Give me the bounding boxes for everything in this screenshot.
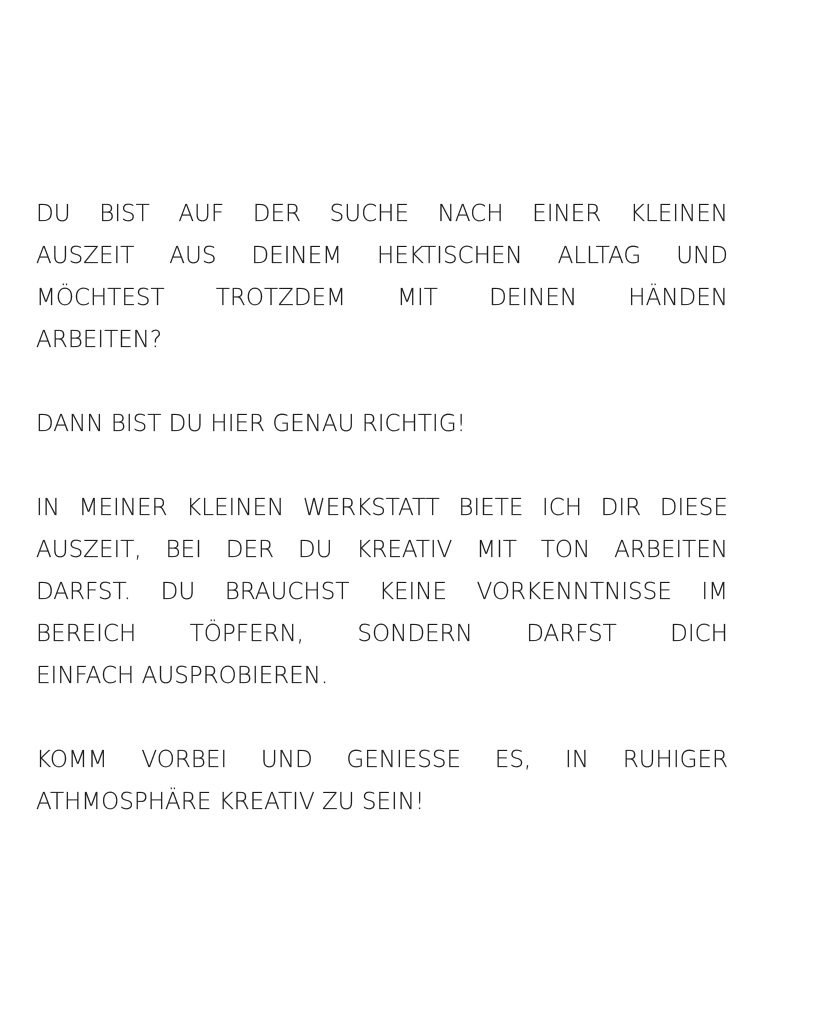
paragraph-4 (36, 739, 728, 823)
text-line (36, 571, 728, 613)
word: AUS (169, 243, 217, 269)
word: DARFST (526, 621, 617, 647)
body-text (36, 193, 728, 823)
word: EINER (532, 201, 602, 227)
paragraph-2 (36, 403, 728, 445)
word: SUCHE (329, 201, 409, 227)
text-line: EINFACH AUSPROBIEREN. (36, 663, 329, 689)
word: BEREICH (36, 621, 137, 647)
word: SONDERN (357, 621, 473, 647)
paragraph-3 (36, 487, 728, 697)
word: DIR (600, 495, 642, 521)
word: GENIESSE (346, 747, 462, 773)
word: DER (252, 201, 302, 227)
word: KLEINEN (629, 201, 728, 227)
word: DU (297, 537, 333, 563)
word: MEINER (78, 495, 168, 521)
word: DU (36, 201, 71, 227)
word: KOMM (36, 747, 108, 773)
word: UND (676, 243, 728, 269)
word: KREATIV (356, 537, 453, 563)
word: TROTZDEM (215, 285, 346, 311)
word: BIETE (458, 495, 524, 521)
paragraph-1 (36, 193, 728, 361)
paragraph-spacer (36, 445, 728, 487)
word: BEI (165, 537, 202, 563)
text-line: ATHMOSPHÄRE KREATIV ZU SEIN! (36, 789, 425, 815)
word: KLEINEN (186, 495, 285, 521)
word: AUSZEIT, (36, 537, 142, 563)
word: TON (540, 537, 591, 563)
text-line: ARBEITEN? (36, 327, 163, 353)
word: ARBEITEN (614, 537, 728, 563)
text-line (36, 277, 728, 319)
word: NACH (437, 201, 504, 227)
word: VORBEI (141, 747, 228, 773)
text-line (36, 613, 728, 655)
text-line (36, 193, 728, 235)
word: UND (260, 747, 313, 773)
word: WERKSTATT (302, 495, 440, 521)
word: IM (701, 579, 728, 605)
word: KEINE (378, 579, 448, 605)
word: DIESE (659, 495, 728, 521)
word: DARFST. (36, 579, 132, 605)
word: DICH (670, 621, 728, 647)
text-line: DANN BIST DU HIER GENAU RICHTIG! (36, 411, 466, 437)
word: MIT (476, 537, 517, 563)
word: DEINEM (251, 243, 343, 269)
word: IN (564, 747, 589, 773)
word: TÖPFERN, (189, 621, 304, 647)
word: MÖCHTEST (36, 285, 165, 311)
paragraph-spacer (36, 697, 728, 739)
word: ICH (541, 495, 583, 521)
paragraph-spacer (36, 361, 728, 403)
text-line (36, 739, 728, 781)
word: MIT (397, 285, 438, 311)
word: AUSZEIT (36, 243, 135, 269)
word: DER (225, 537, 274, 563)
word: HEKTISCHEN (376, 243, 523, 269)
word: DEINEN (489, 285, 578, 311)
word: RUHIGER (622, 747, 728, 773)
text-line (36, 487, 728, 529)
word: AUF (178, 201, 225, 227)
word: VORKENNTNISSE (476, 579, 672, 605)
word: ES, (494, 747, 532, 773)
text-line (36, 235, 728, 277)
word: BRAUCHST (224, 579, 350, 605)
word: ALLTAG (557, 243, 642, 269)
word: HÄNDEN (628, 285, 728, 311)
word: BIST (99, 201, 150, 227)
word: IN (36, 495, 60, 521)
word: DU (160, 579, 196, 605)
text-line (36, 529, 728, 571)
